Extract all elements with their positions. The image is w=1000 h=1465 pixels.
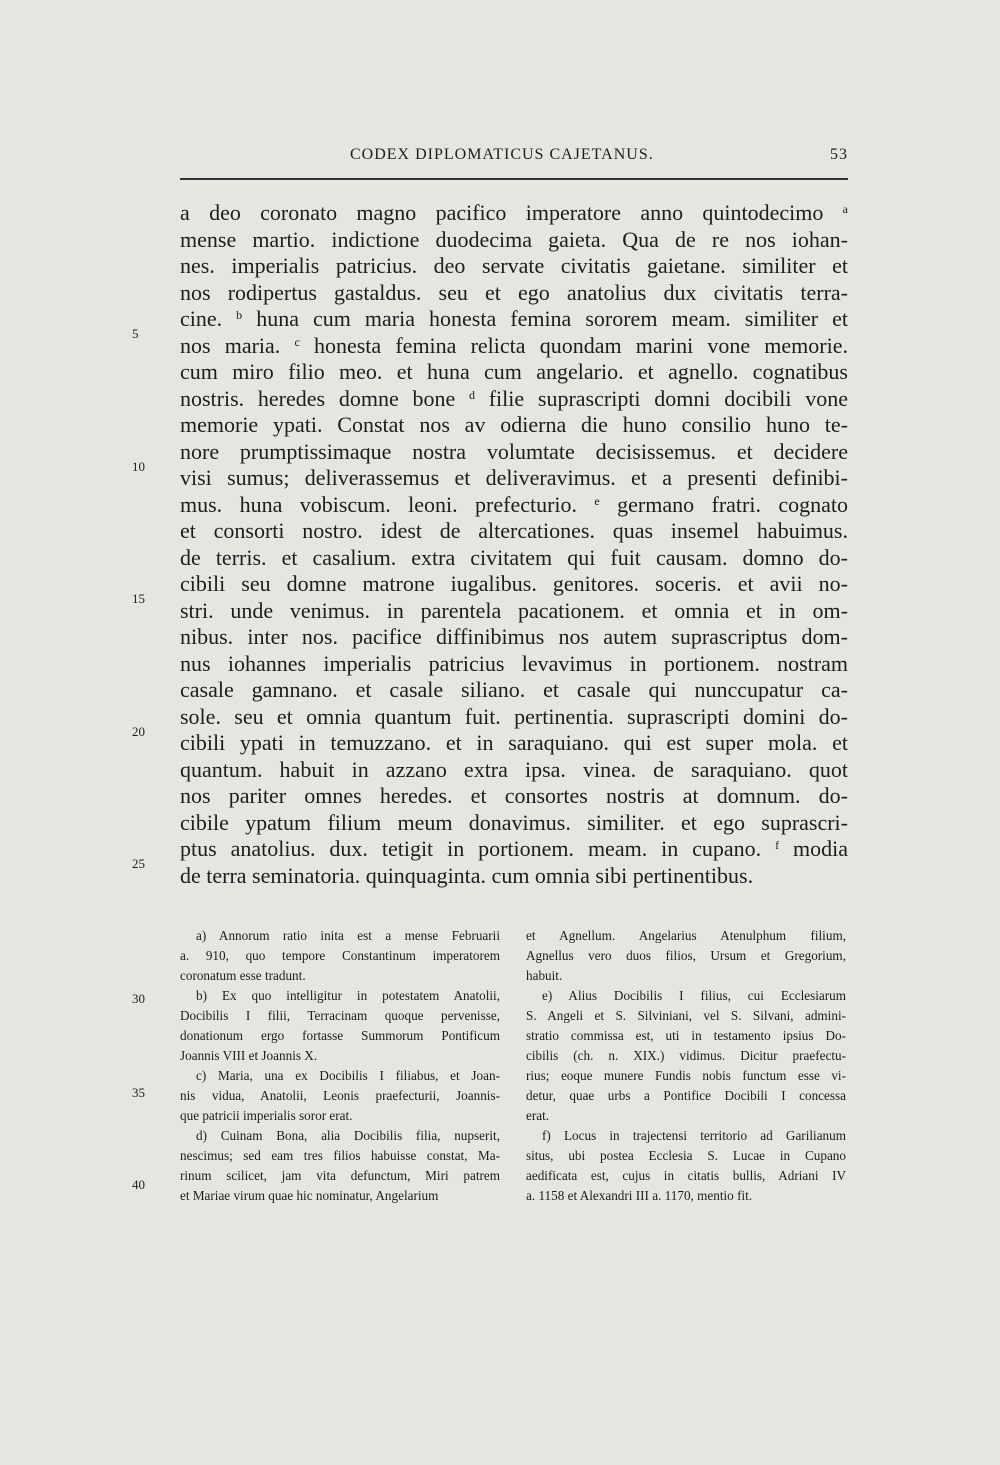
footnote-line: a) Annorum ratio inita est a mense Februarii <box>196 928 500 943</box>
footnote-line: rius; eoque munere Fundis nobis functum esse vi- <box>526 1068 846 1083</box>
footnote-line: rinum scilicet, jam vita defunctum, Miri patrem <box>180 1168 500 1183</box>
text-line: nos pariter omnes heredes. et consortes nostris at domnum. do- <box>180 783 848 808</box>
text-line: cum miro filio meo. et huna cum angelario. et agnello. cognatibus <box>180 359 848 384</box>
footnote-marker: d <box>468 387 475 402</box>
line-number: 25 <box>132 856 145 871</box>
text-line: nos rodipertus gastaldus. seu et ego anatolius dux civitatis terra- <box>180 279 848 305</box>
footnote-marker: a <box>842 202 848 216</box>
header-rule <box>180 178 848 180</box>
text-line: ptus anatolius. dux. tetigit in portionem. meam. in cupano. $^f$ modia <box>180 836 848 861</box>
line-number: 40 <box>132 1177 145 1192</box>
text-line: nibus. inter nos. pacifice diffinibimus nos autem suprascriptus dom- <box>180 624 848 649</box>
footnote-line: e) Alius Docibilis I filius, cui Ecclesiarum <box>542 988 846 1003</box>
footnote-line: f) Locus in trajectensi territorio ad Garilianum <box>542 1128 846 1143</box>
footnote-line: stratio commissa est, uti in testamento ipsius Do- <box>526 1028 846 1043</box>
footnote-line: et Mariae virum quae hic nominatur, Angelarium <box>180 1188 439 1203</box>
text-line: nore prumptissimaque nostra volumtate decisissemus. et decidere <box>180 438 848 464</box>
text-line: nes. imperialis patricius. deo servate civitatis gaietane. similiter et <box>180 253 848 278</box>
footnote-line: S. Angeli et S. Silviniani, vel S. Silvani, admini- <box>526 1008 846 1023</box>
line-number: 20 <box>132 724 145 739</box>
footnote-marker: e <box>594 493 600 508</box>
footnote-marker: b <box>236 308 243 322</box>
text-line: stri. unde venimus. in parentela pacationem. et omnia et in om- <box>180 597 848 623</box>
footnote-line: d) Cuinam Bona, alia Docibilis filia, nupserit, <box>196 1128 500 1143</box>
footnote-line: coronatum esse tradunt. <box>180 968 306 983</box>
text-line: cibile ypatum filium meum donavimus. similiter. et ego suprascri- <box>180 809 848 835</box>
page-header <box>180 146 848 168</box>
line-number: 30 <box>132 991 145 1006</box>
line-number: 10 <box>132 459 145 474</box>
footnote-line: nescimus; sed eam tres filios habuisse constat, Ma- <box>180 1148 500 1163</box>
footnote-line: Agnellus vero duos filios, Ursum et Gregorium, <box>526 948 846 963</box>
footnote-line: b) Ex quo intelligitur in potestatem Anatolii, <box>196 988 500 1003</box>
text-line: cibili ypati in temuzzano. et in saraquiano. qui est super mola. et <box>180 730 848 755</box>
text-line: mense martio. indictione duodecima gaieta. Qua de re nos iohan- <box>180 226 848 252</box>
footnote-line: nis vidua, Anatolii, Leonis praefecturii, Joannis- <box>180 1088 500 1103</box>
footnote-line: donationum ergo fortasse Summorum Pontificum <box>180 1028 500 1043</box>
text-line: de terris. et casalium. extra civitatem qui fuit causam. domno do- <box>180 544 848 570</box>
footnote-line: a. 910, quo tempore Constantinum imperatorem <box>180 948 500 963</box>
footnote-line: c) Maria, una ex Docibilis I filiabus, et Joan- <box>196 1068 500 1083</box>
footnote-marker: c <box>294 334 300 349</box>
footnote-line: detur, quae urbs a Pontifice Docibili I concessa <box>526 1088 846 1103</box>
main-text-block <box>180 200 848 889</box>
footnote-line: cibilis (ch. n. XIX.) vidimus. Dicitur praefectu- <box>526 1048 846 1063</box>
footnote-line: habuit. <box>526 968 563 983</box>
text-line: de terra seminatoria. quinquaginta. cum omnia sibi pertinentibus. <box>180 862 754 888</box>
text-line: quantum. habuit in azzano extra ipsa. vinea. de saraquiano. quot <box>180 756 848 782</box>
footnote-line: que patricii imperialis soror erat. <box>180 1108 353 1123</box>
text-line: cine. $^b$ huna cum maria honesta femina sororem meam. similiter et <box>180 306 848 331</box>
text-line: cibili seu domne matrone iugalibus. genitores. soceris. et avii no- <box>180 571 848 596</box>
text-line: a deo coronato magno pacifico imperatore anno quintodecimo $^a$ <box>180 200 848 225</box>
footnote-line: situs, ubi postea Ecclesia S. Lucae in Cupano <box>526 1148 846 1163</box>
footnotes-right-column <box>526 926 846 1206</box>
footnote-line: et Agnellum. Angelarius Atenulphum filium, <box>526 928 846 943</box>
text-line: nus iohannes imperialis patricius levavimus in portionem. nostram <box>180 650 848 676</box>
footnote-line: a. 1158 et Alexandri III a. 1170, mentio fit. <box>526 1188 753 1203</box>
footnote-line: Docibilis I filii, Terracinam quoque pervenisse, <box>180 1008 500 1023</box>
text-line: sole. seu et omnia quantum fuit. pertinentia. suprascripti domini do- <box>180 703 848 729</box>
text-line: et consorti nostro. idest de altercationes. quas insemel habuimus. <box>180 518 848 543</box>
footnotes-left-column <box>180 926 500 1206</box>
footnote-line: Joannis VIII et Joannis X. <box>180 1048 318 1063</box>
line-number: 5 <box>132 326 139 341</box>
footnote-line: erat. <box>526 1108 550 1123</box>
text-line: mus. huna vobiscum. leoni. prefecturio. $^e$ germano fratri. cognato <box>180 491 848 517</box>
footnote-line: aedificata est, cujus in citatis bullis, Adriani IV <box>526 1168 846 1183</box>
line-number: 15 <box>132 591 145 606</box>
text-line: visi sumus; deliverassemus et deliveravimus. et a presenti definibi- <box>180 465 848 490</box>
text-line: nostris. heredes domne bone $^d$ filie suprascripti domni docibili vone <box>180 385 848 411</box>
footnote-marker: f <box>775 838 780 852</box>
running-title: CODEX DIPLOMATICUS CAJETANUS. <box>350 146 654 163</box>
line-number: 35 <box>132 1085 145 1100</box>
text-line: nos maria. $^c$ honesta femina relicta quondam marini vone memorie. <box>180 332 848 358</box>
text-line: casale gamnano. et casale siliano. et casale qui nunccupatur ca- <box>180 677 848 702</box>
text-line: memorie ypati. Constat nos av odierna die huno consilio huno te- <box>180 412 848 437</box>
page-number: 53 <box>830 146 848 163</box>
